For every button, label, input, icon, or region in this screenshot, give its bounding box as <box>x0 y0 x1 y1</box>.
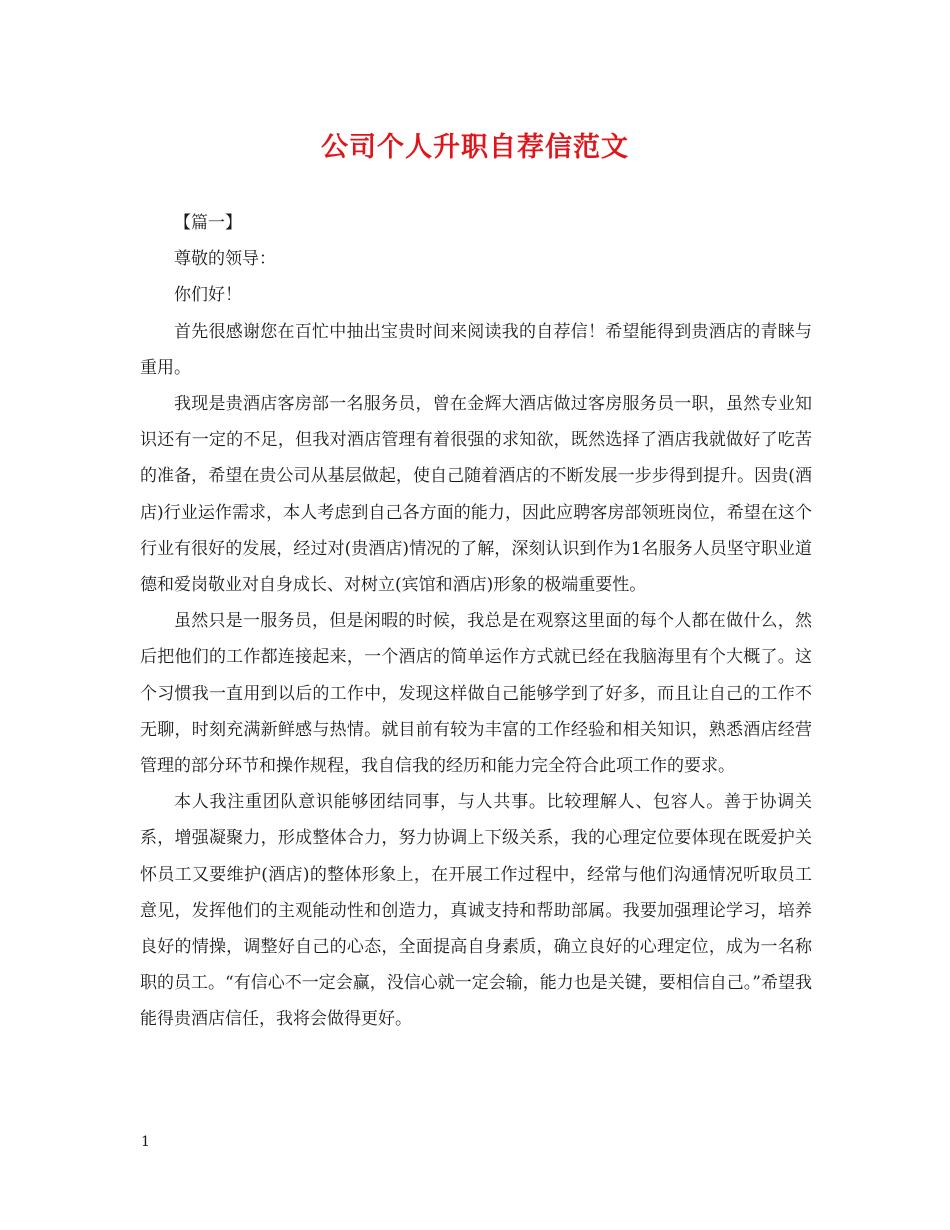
paragraph-4: 本人我注重团队意识能够团结同事，与人共事。比较理解人、包容人。善于协调关系，增强凝聚力，形成整体合力，努力协调上下级关系，我的心理定位要体现在既爱护关怀员工又要维护(酒店)的整体形象上，在开展工作过程中，经常与他们沟通情况听取员工意见，发挥他们的主观能动性和创造力，真诚支持和帮助部属。我要加强理论学习，培养良好的情操，调整好自己的心态，全面提高自身素质，确立良好的心理定位，成为一名称职的员工。“有信心不一定会赢，没信心就一定会输，能力也是关键，要相信自己。”希望我能得贵酒店信任，我将会做得更好。 <box>140 792 812 1030</box>
paragraph-2: 我现是贵酒店客房部一名服务员，曾在金辉大酒店做过客房服务员一职，虽然专业知识还有一定的不足，但我对酒店管理有着很强的求知欲，既然选择了酒店我就做好了吃苦的准备，希望在贵公司从基层做起，使自己随着酒店的不断发展一步步得到提升。因贵(酒店)行业运作需求，本人考虑到自己各方面的能力，因此应聘客房部领班岗位，希望在这个行业有很好的发展，经过对(贵酒店)情况的了解，深刻认识到作为1名服务人员坚守职业道德和爱岗敬业对自身成长、对树立(宾馆和酒店)形象的极端重要性。 <box>140 394 812 596</box>
section-label: 【篇一】 <box>174 213 242 233</box>
salutation: 尊敬的领导： <box>174 249 276 270</box>
document-body <box>140 205 812 1038</box>
paragraph-3: 虽然只是一服务员，但是闲暇的时候，我总是在观察这里面的每个人都在做什么，然后把他们的工作都连接起来，一个酒店的简单运作方式就已经在我脑海里有个大概了。这个习惯我一直用到以后的工作中，发现这样做自己能够学到了好多，而且让自己的工作不无聊，时刻充满新鲜感与热情。就目前有较为丰富的工作经验和相关知识，熟悉酒店经营管理的部分环节和操作规程，我自信我的经历和能力完全符合此项工作的要求。 <box>140 611 812 777</box>
page-number: 1 <box>141 1134 150 1150</box>
paragraph-1: 首先很感谢您在百忙中抽出宝贵时间来阅读我的自荐信！希望能得到贵酒店的青睐与重用。 <box>140 321 812 378</box>
greeting: 你们好！ <box>174 285 242 306</box>
document-title: 公司个人升职自荐信范文 <box>321 132 629 163</box>
